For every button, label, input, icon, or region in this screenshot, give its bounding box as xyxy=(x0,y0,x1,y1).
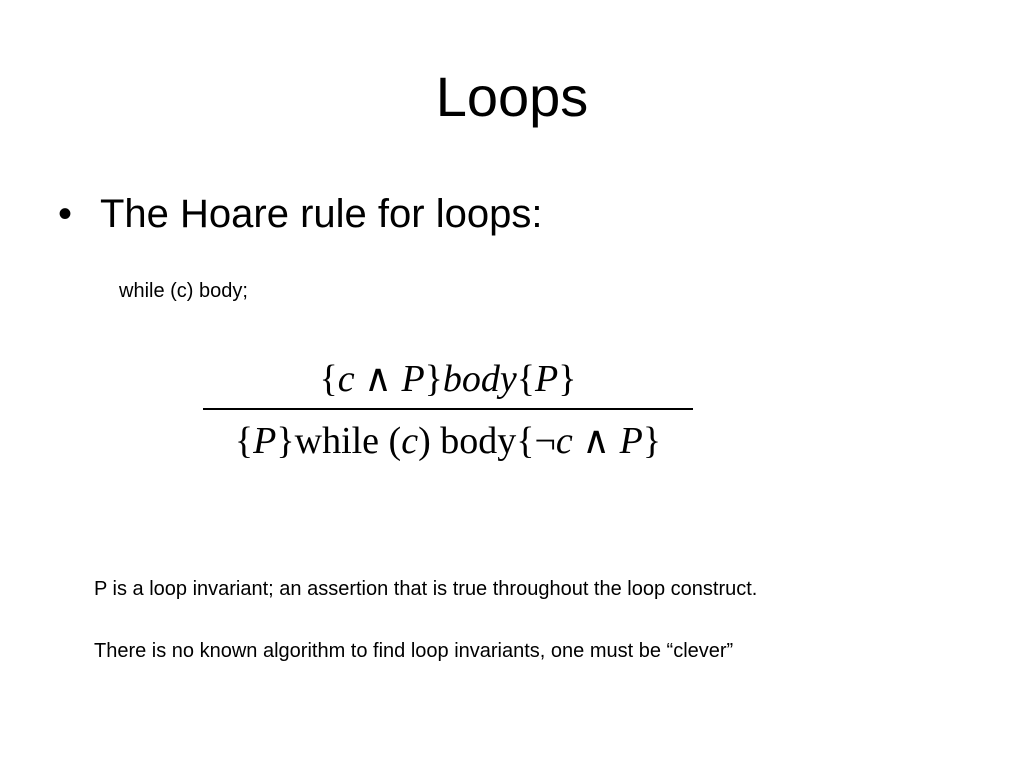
premise-post-brace-close: } xyxy=(558,358,577,400)
premise-body: body xyxy=(442,358,517,400)
conclusion-body: ) body xyxy=(418,420,517,462)
bullet-item xyxy=(58,190,542,238)
premise-condition: c xyxy=(337,358,355,400)
inference-bar xyxy=(203,408,693,410)
bullet-text: The Hoare rule for loops: xyxy=(100,192,543,236)
conclusion-not-symbol: ¬ xyxy=(534,420,556,462)
premise-post-invariant: P xyxy=(535,358,559,400)
conclusion-post-brace-close: } xyxy=(642,420,662,462)
conclusion-brace-close: } xyxy=(276,420,295,462)
conclusion-invariant: P xyxy=(253,420,277,462)
conclusion-brace-open: { xyxy=(234,420,254,462)
premise-invariant: P xyxy=(401,358,425,400)
invariant-note: P is a loop invariant; an assertion that is true throughout the loop construct. xyxy=(94,578,758,600)
rule-conclusion xyxy=(203,416,693,466)
premise-brace-close: } xyxy=(424,358,443,400)
conclusion-and-symbol: ∧ xyxy=(572,420,620,462)
algorithm-note: There is no known algorithm to find loop invariants, one must be “clever” xyxy=(94,640,734,662)
premise-and-symbol: ∧ xyxy=(354,358,402,400)
rule-premise xyxy=(203,354,693,404)
conclusion-condition: c xyxy=(401,420,419,462)
premise-brace-open: { xyxy=(319,358,338,400)
conclusion-post-invariant: P xyxy=(619,420,643,462)
hoare-rule xyxy=(203,352,693,472)
conclusion-while: while ( xyxy=(294,420,402,462)
conclusion-post-brace-open: { xyxy=(516,420,535,462)
slide-title: Loops xyxy=(435,65,589,128)
premise-post-brace-open: { xyxy=(516,358,536,400)
code-line: while (c) body; xyxy=(119,280,248,302)
conclusion-negated-condition: c xyxy=(555,420,573,462)
bullet-marker: • xyxy=(58,192,73,236)
